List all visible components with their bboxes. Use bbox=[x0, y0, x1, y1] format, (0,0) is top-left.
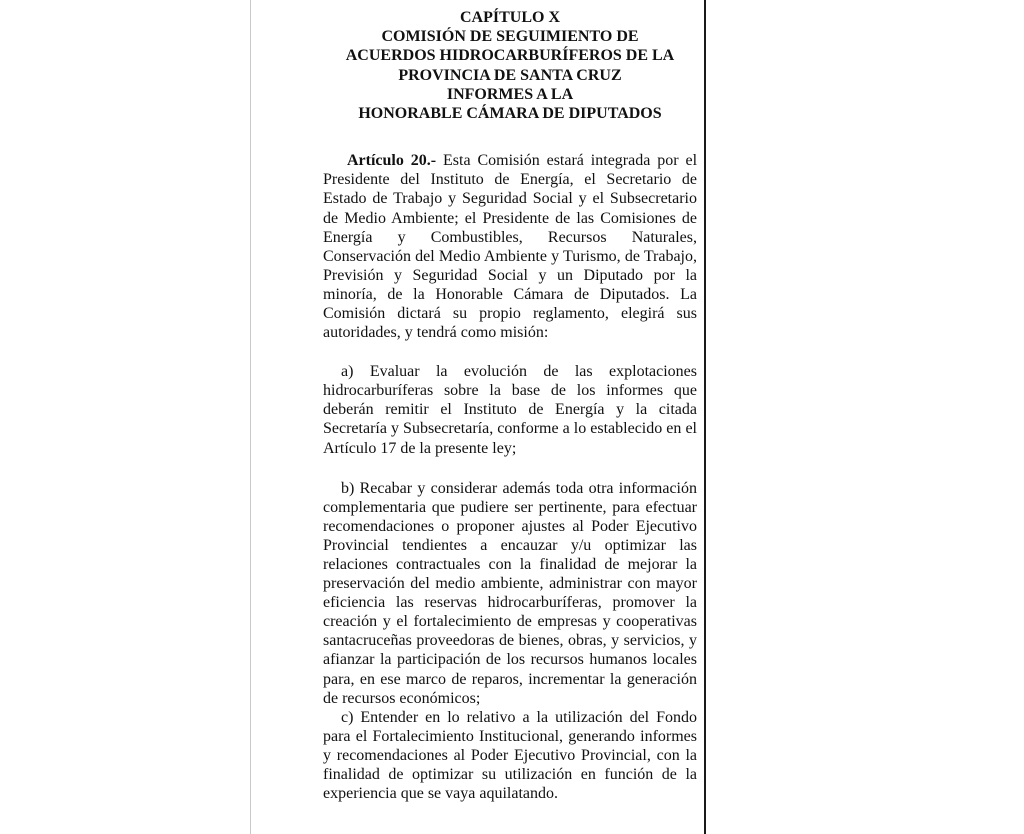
article-label: Artículo 20.- bbox=[347, 152, 437, 170]
chapter-title-line: ACUERDOS HIDROCARBURÍFEROS DE LA bbox=[345, 47, 675, 65]
text-column bbox=[250, 0, 706, 834]
column-content bbox=[323, 8, 697, 803]
chapter-heading bbox=[323, 8, 697, 123]
clause-a: a) Evaluar la evolución de las explotaciones hidrocarburíferas sobre la base de los informes que deberán remitir el Instituto de Energía y la citada Secretaría y Subsecretaría, conforme a lo establecido en el Artículo 17 de la presente ley; bbox=[323, 363, 697, 457]
chapter-title-line: HONORABLE CÁMARA DE DIPUTADOS bbox=[358, 105, 662, 123]
chapter-title-line: PROVINCIA DE SANTA CRUZ bbox=[398, 66, 622, 84]
article-text: Esta Comisión estará integrada por el Presidente del Instituto de Energía, el Secretario de Estado de Trabajo y Seguridad Social y el Subsecretario de Medio Ambiente; el Presidente de las Comisiones de Energía y Combustibles, Recursos Naturales, Conservación del Medio Ambiente y Turismo, de Trabajo, Previsión y Seguridad Social y un Diputado por la minoría, de la Honorable Cámara de Diputados. La Comisión dictará su propio reglamento, elegirá sus autoridades, y tendrá como misión: bbox=[323, 152, 698, 342]
clause-c: c) Entender en lo relativo a la utilización del Fondo para el Fortalecimiento Institucional, generando informes y recomendaciones al Poder Ejecutivo Provincial, con la finalidad de optimizar su utilización en función de la experiencia que se vaya aquilatando. bbox=[323, 708, 697, 803]
clause-b: b) Recabar y considerar además toda otra información complementaria que pudiere ser pertinente, para efectuar recomendaciones o proponer ajustes al Poder Ejecutivo Provincial tendientes a encauzar y/u optimizar las relaciones contractuales con la finalidad de mejorar la preservación del medio ambiente, administrar con mayor eficiencia las reservas hidrocarburíferas, promover la creación y el fortalecimiento de empresas y cooperativas santacruceñas proveedoras de bienes, obras, y servicios, y afianzar la participación de los recursos humanos locales para, en ese marco de reparos, incrementar la generación de recursos económicos; bbox=[323, 479, 697, 707]
chapter-title-line: INFORMES A LA bbox=[446, 85, 574, 103]
article-20-paragraph bbox=[323, 151, 697, 342]
chapter-title-line: COMISIÓN DE SEGUIMIENTO DE bbox=[381, 28, 639, 46]
chapter-number: CAPÍTULO X bbox=[459, 9, 560, 26]
